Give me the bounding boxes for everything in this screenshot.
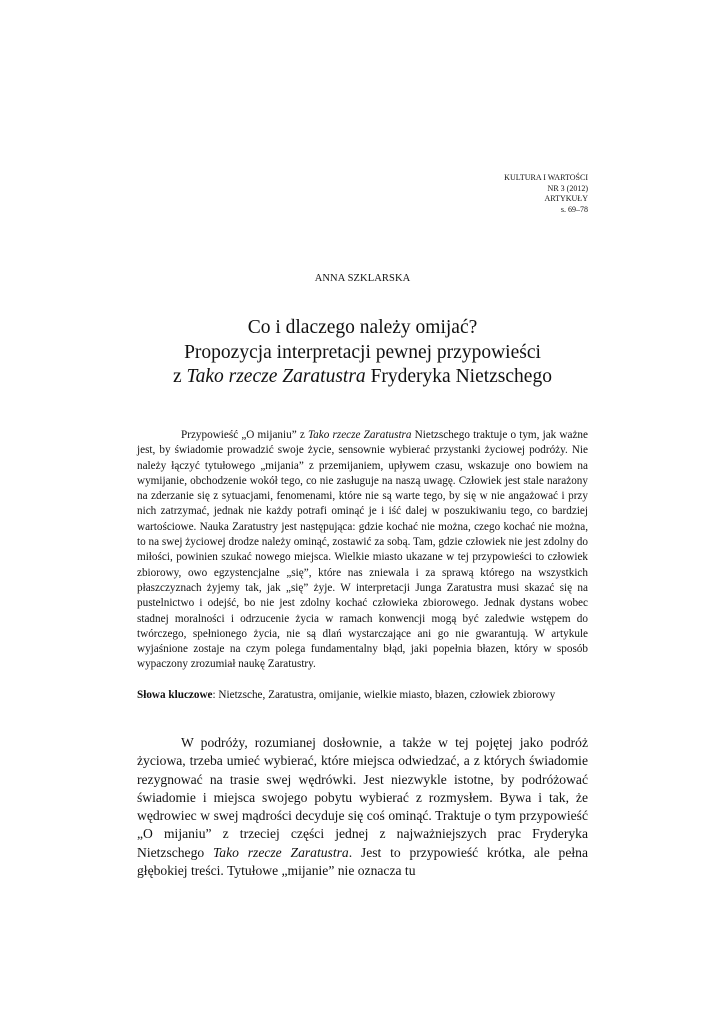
abstract-book-italic: Tako rzecze Zaratustra — [307, 429, 412, 441]
article-title — [60, 316, 665, 390]
title-line-2: Propozycja interpretacji pewnej przypowieści — [184, 341, 541, 363]
abstract — [137, 428, 588, 673]
keywords-label: Słowa kluczowe — [137, 689, 213, 701]
title-book-italic: Tako rzecze Zaratustra — [186, 366, 366, 387]
journal-section: ARTYKUŁY — [544, 194, 588, 203]
journal-header — [470, 173, 588, 215]
body-part-2: . Jest to przypowieść krótka, ale pełna głębokiej treści. Tytułowe „mijanie” nie oznacza tu — [137, 844, 588, 879]
body-part-1: W podróży, rozumianej dosłownie, a także w tej pojętej jako podróż życiowa, trzeba umieć wybierać, które miejsca odwiedzać, a z których świadomie rezygnować na trasie swej wędrówki. Jest niezwykle istotne, by podróżować świadomie i miejsca swojego pobytu wybierać z rozmysłem. Bywa i tak, że wędrowiec w swej mądrości decyduje się coś ominąć. Traktuje o tym przypowieść „O mijaniu” z trzeciej części jednej z najważniejszych prac Fryderyka Nietzschego — [137, 735, 588, 860]
journal-name: KULTURA I WARTOŚCI — [504, 173, 588, 182]
keywords — [137, 688, 597, 703]
title-line-3 — [60, 365, 665, 390]
body-book-italic: Tako rzecze Zaratustra — [213, 844, 349, 860]
title-line-1: Co i dlaczego należy omijać? — [247, 317, 478, 338]
title-line-3-prefix: z — [173, 366, 187, 387]
page-range: s. 69–78 — [560, 204, 588, 214]
body-paragraph — [137, 734, 588, 880]
keywords-text: : Nietzsche, Zaratustra, omijanie, wielkie miasto, błazen, człowiek zbiorowy — [212, 689, 556, 701]
author-name: ANNA SZKLARSKA — [314, 273, 411, 284]
abstract-part-2: Nietzschego traktuje o tym, jak ważne jest, by świadomie prowadzić swoje życie, sensownie wybierać przystanki życiowej podróży. Nie należy łączyć tytułowego „mijania” z przemijaniem, upływem czasu, wskazuje ono bowiem na wymijanie, obchodzenie wokół tego, co nie zasługuje na naszą uwagę. Człowiek jest stale narażony na zderzanie się z sytuacjami, fenomenami, które nie są warte tego, by się w nie angażować i przy nich zatrzymać, jednak nie każdy potrafi ominąć je i iść dalej w poszukiwaniu tego, co bardziej wartościowe. Nauka Zaratustry jest następująca: gdzie kochać nie można, czego kochać nie można, to na swej życiowej drodze należy ominąć, zostawić za sobą. Tam, gdzie człowiek nie jest zdolny do miłości, powinien szukać nowego miejsca. Wielkie miasto ukazane w tej przypowieści to człowiek zbiorowy, owo egzystencjalne „się”, które nas zniewala i za sprawą którego na wszystkich płaszczyznach żyjemy tak, jak „się” żyje. W interpretacji Junga Zaratustra musi skazać się na pustelnictwo i odejść, bo nie jest zdolny kochać człowieka zbiorowego. Jednak dystans wobec stadnej moralności i odrzucenie życia w ramach konwencji mogą być zaledwie wstępem do twórczego, spełnionego życia, nie są dlań wystarczające ani go nie gwarantują. W artykule wyjaśnione zostaje na czym polega fundamentalny błąd, jaki popełnia błazen, który w sposób wypaczony zrozumiał naukę Zaratustry. — [137, 429, 588, 671]
title-line-3-suffix: Fryderyka Nietzschego — [365, 366, 552, 387]
abstract-part-1: Przypowieść „O mijaniu” z — [181, 429, 308, 441]
journal-issue: NR 3 (2012) — [547, 183, 588, 193]
